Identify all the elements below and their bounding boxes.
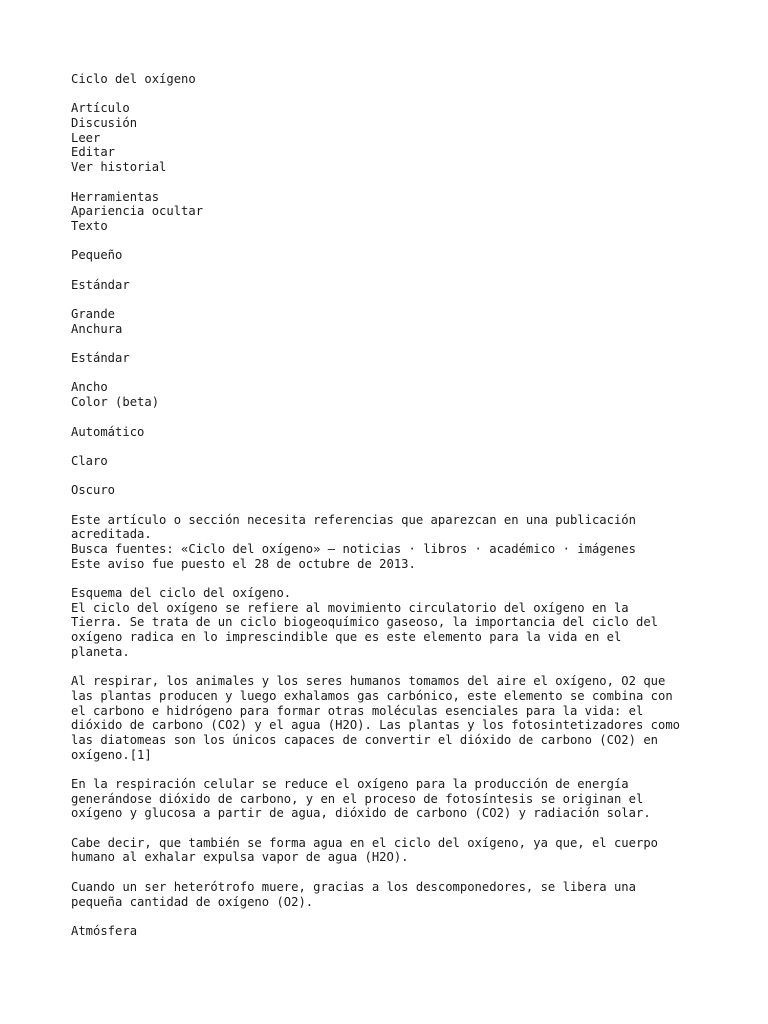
notice-text: Este artículo o sección necesita referencias que aparezcan en una publicación — [71, 512, 636, 527]
text-size-small-option[interactable]: Pequeño — [71, 248, 123, 263]
notice-text-continued: acreditada. — [71, 527, 152, 542]
width-label: Anchura — [71, 321, 123, 336]
text-size-standard-option[interactable]: Estándar — [71, 277, 130, 292]
width-wide-option[interactable]: Ancho — [71, 380, 108, 395]
document-page — [71, 72, 731, 939]
paragraph-line: oxígeno y glucosa a partir de agua, dióxido de carbono (CO2) y radiación solar. — [71, 806, 651, 821]
tab-discussion[interactable]: Discusión — [71, 116, 138, 131]
figure-caption: Esquema del ciclo del oxígeno. — [71, 586, 292, 601]
notice-sources-links[interactable]: Busca fuentes: «Ciclo del oxígeno» – noticias · libros · académico · imágenes — [71, 542, 636, 556]
text-size-label: Texto — [71, 218, 108, 233]
color-automatic-option[interactable]: Automático — [71, 424, 145, 439]
tab-history[interactable]: Ver historial — [71, 160, 167, 175]
paragraph-line: oxígeno radica en lo imprescindible que es este elemento para la vida en el — [71, 630, 622, 645]
tab-read[interactable]: Leer — [71, 130, 101, 145]
appearance-toggle[interactable]: Apariencia ocultar — [71, 204, 204, 219]
color-light-option[interactable]: Claro — [71, 453, 108, 468]
paragraph-line: oxígeno.[1] — [71, 747, 152, 762]
color-label: Color (beta) — [71, 395, 160, 410]
section-heading: Atmósfera — [71, 923, 138, 938]
paragraph-line: Tierra. Se trata de un ciclo biogeoquímico gaseoso, la importancia del ciclo del — [71, 615, 658, 630]
paragraph-line: Cabe decir, que también se forma agua en el ciclo del oxígeno, ya que, el cuerpo — [71, 835, 658, 850]
paragraph-line: Cuando un ser heterótrofo muere, gracias a los descomponedores, se libera una — [71, 879, 636, 894]
tools-menu[interactable]: Herramientas — [71, 189, 160, 204]
text-size-large-option[interactable]: Grande — [71, 307, 116, 321]
notice-date: Este aviso fue puesto el 28 de octubre de 2013. — [71, 556, 416, 571]
paragraph-line: pequeña cantidad de oxígeno (O2). — [71, 894, 314, 909]
paragraph-line: el carbono e hidrógeno para formar otras moléculas esenciales para la vida: el — [71, 703, 644, 718]
width-standard-option[interactable]: Estándar — [71, 351, 130, 366]
paragraph-line: humano al exhalar expulsa vapor de agua (H2O). — [71, 850, 409, 865]
paragraph-line: El ciclo del oxígeno se refiere al movimiento circulatorio del oxígeno en la — [71, 600, 629, 615]
tab-article[interactable]: Artículo — [71, 101, 130, 116]
paragraph-line: las diatomeas son los únicos capaces de convertir el dióxido de carbono (CO2) en — [71, 732, 658, 747]
color-dark-option[interactable]: Oscuro — [71, 483, 116, 498]
page-title: Ciclo del oxígeno — [71, 72, 196, 86]
paragraph-line: generándose dióxido de carbono, y en el proceso de fotosíntesis se originan el — [71, 791, 644, 806]
paragraph-line: las plantas producen y luego exhalamos gas carbónico, este elemento se combina con — [71, 688, 673, 703]
paragraph-line: dióxido de carbono (CO2) y el agua (H2O). Las plantas y los fotosintetizadores como — [71, 718, 681, 733]
tab-edit[interactable]: Editar — [71, 145, 116, 160]
paragraph-line: Al respirar, los animales y los seres humanos tomamos del aire el oxígeno, O2 que — [71, 674, 666, 689]
paragraph-line: En la respiración celular se reduce el oxígeno para la producción de energía — [71, 777, 629, 791]
paragraph-line: planeta. — [71, 644, 130, 659]
